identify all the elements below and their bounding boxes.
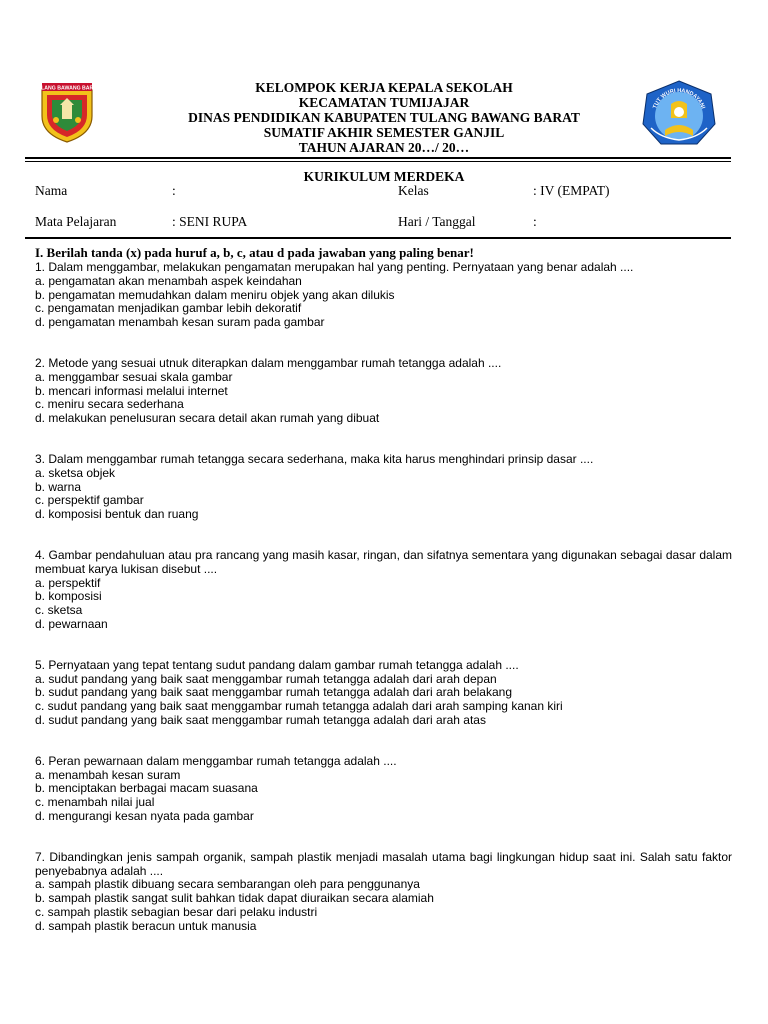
question-5	[35, 659, 732, 728]
option-b[interactable]: b. pengamatan memudahkan dalam meniru objek yang akan dilukis	[35, 287, 395, 302]
question-text: 7. Dibandingkan jenis sampah organik, sampah plastik menjadi masalah utama bagi lingkungan hidup saat ini. Salah satu faktor penyebabnya adalah ....	[35, 849, 732, 878]
option-b[interactable]: b. sampah plastik sangat sulit bahkan tidak dapat diuraikan secara alamiah	[35, 891, 434, 906]
question-text: 3. Dalam menggambar rumah tetangga secara sederhana, maka kita harus menghindari prinsip dasar ....	[35, 451, 594, 466]
option-c[interactable]: c. sudut pandang yang baik saat menggambar rumah tetangga adalah dari arah samping kanan kiri	[35, 699, 563, 714]
question-text: 4. Gambar pendahuluan atau pra rancang yang masih kasar, ringan, dan sifatnya sementara yang digunakan sebagai dasar dalam membuat karya lukisan disebut ....	[35, 547, 732, 576]
option-a[interactable]: a. sketsa objek	[35, 465, 116, 480]
info-divider	[25, 237, 731, 239]
question-text: 2. Metode yang sesuai utnuk diterapkan dalam menggambar rumah tetangga adalah ....	[35, 355, 502, 370]
question-2	[35, 357, 732, 426]
mapel-value: : SENI RUPA	[172, 214, 248, 229]
question-4	[35, 549, 732, 632]
question-text: 6. Peran pewarnaan dalam menggambar rumah tetangga adalah ....	[35, 753, 397, 768]
school-header	[120, 80, 648, 155]
option-d[interactable]: d. pengamatan menambah kesan suram pada gambar	[35, 315, 325, 330]
nama-label: Nama	[35, 183, 68, 198]
header-line-1: KELOMPOK KERJA KEPALA SEKOLAH	[255, 80, 513, 95]
option-c[interactable]: c. sampah plastik sebagian besar dari pelaku industri	[35, 904, 318, 919]
option-a[interactable]: a. pengamatan akan menambah aspek keindahan	[35, 273, 302, 288]
hari-tanggal-value[interactable]: :	[533, 214, 537, 229]
option-c[interactable]: c. perspektif gambar	[35, 493, 144, 508]
question-list	[35, 261, 732, 960]
option-d[interactable]: d. sampah plastik beracun untuk manusia	[35, 918, 257, 933]
option-c[interactable]: c. meniru secara sederhana	[35, 397, 184, 412]
option-a[interactable]: a. menggambar sesuai skala gambar	[35, 369, 233, 384]
header-divider-thin	[25, 161, 731, 162]
kelas-label: Kelas	[398, 183, 429, 198]
option-d[interactable]: d. mengurangi kesan nyata pada gambar	[35, 808, 254, 823]
option-d[interactable]: d. melakukan penelusuran secara detail akan rumah yang dibuat	[35, 411, 380, 426]
option-d[interactable]: d. sudut pandang yang baik saat menggambar rumah tetangga adalah dari arah atas	[35, 712, 486, 727]
option-d[interactable]: d. komposisi bentuk dan ruang	[35, 507, 199, 522]
section-instruction: I. Berilah tanda (x) pada huruf a, b, c, atau d pada jawaban yang paling benar!	[35, 245, 474, 260]
option-b[interactable]: b. komposisi	[35, 589, 102, 604]
option-a[interactable]: a. sampah plastik dibuang secara sembarangan oleh para penggunanya	[35, 877, 420, 892]
header-line-5: TAHUN AJARAN 20…/ 20…	[298, 140, 470, 155]
option-c[interactable]: c. pengamatan menjadikan gambar lebih dekoratif	[35, 301, 302, 316]
header-divider-thick	[25, 157, 731, 159]
curriculum-title: KURIKULUM MERDEKA	[303, 169, 465, 184]
option-b[interactable]: b. sudut pandang yang baik saat menggambar rumah tetangga adalah dari arah belakang	[35, 685, 513, 700]
kelas-value: : IV (EMPAT)	[533, 183, 610, 198]
question-text: 1. Dalam menggambar, melakukan pengamatan merupakan hal yang penting. Pernyataan yang benar adalah ....	[35, 260, 634, 274]
hari-tanggal-label: Hari / Tanggal	[398, 214, 476, 229]
emblem-banner-text: TULANG BAWANG BARAT	[34, 85, 100, 92]
emblem-motto-text: TUT WURI HANDAYANI	[652, 87, 706, 110]
option-a[interactable]: a. perspektif	[35, 575, 101, 590]
option-a[interactable]: a. sudut pandang yang baik saat menggambar rumah tetangga adalah dari arah depan	[35, 671, 497, 686]
header-line-2: KECAMATAN TUMIJAJAR	[298, 95, 470, 110]
question-text: 5. Pernyataan yang tepat tentang sudut pandang dalam gambar rumah tetangga adalah ....	[35, 657, 519, 672]
header-line-3: DINAS PENDIDIKAN KABUPATEN TULANG BAWANG BARAT	[188, 110, 580, 125]
option-d[interactable]: d. pewarnaan	[35, 616, 108, 631]
question-1	[35, 261, 732, 330]
question-3	[35, 453, 732, 522]
option-a[interactable]: a. menambah kesan suram	[35, 767, 181, 782]
header-line-4: SUMATIF AKHIR SEMESTER GANJIL	[263, 125, 505, 140]
nama-value[interactable]: :	[172, 183, 176, 198]
option-b[interactable]: b. menciptakan berbagai macam suasana	[35, 781, 258, 796]
tulang-bawang-barat-emblem-icon	[34, 80, 100, 144]
option-b[interactable]: b. warna	[35, 479, 82, 494]
question-7	[35, 851, 732, 934]
option-c[interactable]: c. menambah nilai jual	[35, 795, 155, 810]
mapel-label: Mata Pelajaran	[35, 214, 117, 229]
option-b[interactable]: b. mencari informasi melalui internet	[35, 383, 228, 398]
tut-wuri-handayani-emblem-icon	[641, 80, 717, 148]
question-6	[35, 755, 732, 824]
option-c[interactable]: c. sketsa	[35, 603, 83, 618]
